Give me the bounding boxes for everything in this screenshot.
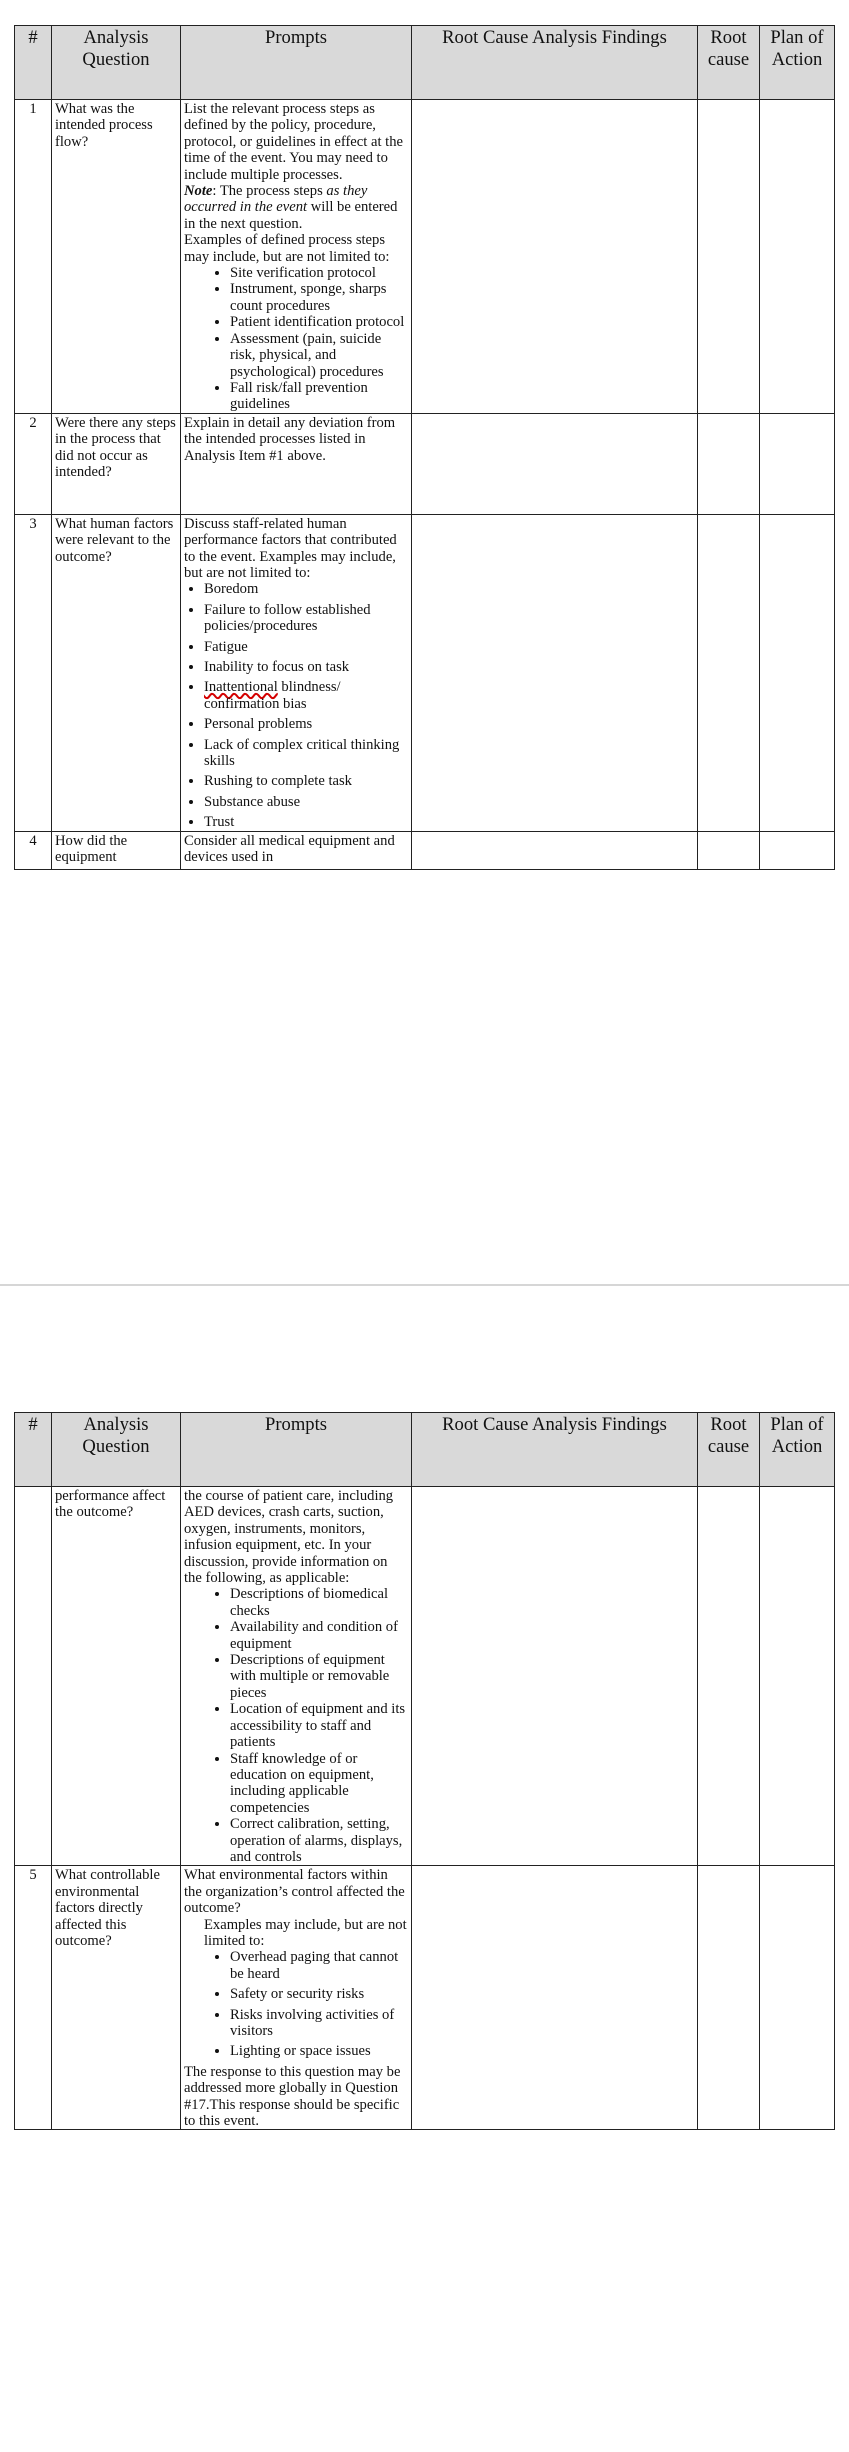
rca-table-page-2 (14, 1412, 835, 2130)
analysis-question: What was the intended process flow? (52, 100, 181, 414)
page-divider (0, 1284, 849, 1286)
prompt-cell: Explain in detail any deviation from the intended processes listed in Analysis Item #1 above. (181, 413, 412, 514)
header-num: # (15, 26, 52, 100)
prompt-intro: List the relevant process steps as defined by the policy, procedure, protocol, or guidelines in effect at the time of the event. You may need to include multiple processes. (184, 101, 403, 183)
list-item: • Substance abuse (204, 794, 408, 810)
row-number: 5 (15, 1866, 52, 2130)
list-item: • Correct calibration, setting, operation of alarms, displays, and controls (230, 1816, 408, 1865)
list-item: • Fall risk/fall prevention guidelines (230, 380, 408, 413)
root-cause-cell[interactable] (698, 1866, 760, 2130)
list-item: • Staff knowledge of or education on equipment, including applicable competencies (230, 1751, 408, 1817)
header-analysis-question: Analysis Question (52, 1413, 181, 1487)
list-item: • Boredom (204, 581, 408, 597)
prompt-cell: Consider all medical equipment and devices used in (181, 831, 412, 869)
list-item: • Trust (204, 814, 408, 830)
header-plan-of-action: Plan of Action (760, 26, 835, 100)
root-cause-cell[interactable] (698, 1487, 760, 1866)
row-number: 2 (15, 413, 52, 514)
list-item: • Assessment (pain, suicide risk, physical, and psychological) procedures (230, 331, 408, 380)
header-row (15, 1413, 835, 1487)
header-root-cause: Root cause (698, 26, 760, 100)
bullet-list (184, 265, 408, 413)
table-row (15, 1866, 835, 2130)
page-2 (0, 1288, 849, 2452)
table-row (15, 1487, 835, 1866)
note-label: Note (184, 183, 213, 200)
bullet-list (184, 1949, 408, 2059)
root-cause-cell[interactable] (698, 100, 760, 414)
prompt-cell (181, 1487, 412, 1866)
table-row (15, 514, 835, 831)
table-row (15, 413, 835, 514)
analysis-question: performance affect the outcome? (52, 1487, 181, 1866)
list-item: • Site verification protocol (230, 265, 408, 281)
prompt-examples: Examples of defined process steps may include, but are not limited to: (184, 232, 390, 265)
prompt-examples: Examples may include, but are not limited to: (204, 1916, 407, 1949)
analysis-question: Were there any steps in the process that did not occur as intended? (52, 413, 181, 514)
findings-cell[interactable] (412, 100, 698, 414)
header-analysis-question: Analysis Question (52, 26, 181, 100)
header-findings: Root Cause Analysis Findings (412, 1413, 698, 1487)
page-1 (0, 0, 849, 1170)
note-text-a: : The process steps (212, 183, 327, 200)
analysis-question: What human factors were relevant to the outcome? (52, 514, 181, 831)
spellcheck-flagged-word: Inattentional (204, 679, 278, 696)
list-item: • Failure to follow established policies/procedures (204, 602, 408, 635)
analysis-question: How did the equipment (52, 831, 181, 869)
row-number: 4 (15, 831, 52, 869)
list-item: • Inability to focus on task (204, 659, 408, 675)
root-cause-cell[interactable] (698, 831, 760, 869)
plan-of-action-cell[interactable] (760, 514, 835, 831)
table-row (15, 831, 835, 869)
findings-cell[interactable] (412, 1487, 698, 1866)
prompt-outro: The response to this question may be addressed more globally in Question #17.This response should be specific to this event. (184, 2063, 401, 2130)
prompt-cell (181, 1866, 412, 2130)
list-item: • Personal problems (204, 716, 408, 732)
plan-of-action-cell[interactable] (760, 1487, 835, 1866)
analysis-question: What controllable environmental factors directly affected this outcome? (52, 1866, 181, 2130)
plan-of-action-cell[interactable] (760, 1866, 835, 2130)
header-plan-of-action: Plan of Action (760, 1413, 835, 1487)
row-number: 3 (15, 514, 52, 831)
list-item: • Fatigue (204, 639, 408, 655)
bullet-list (184, 1586, 408, 1865)
plan-of-action-cell[interactable] (760, 100, 835, 414)
prompt-cell (181, 100, 412, 414)
header-num: # (15, 1413, 52, 1487)
list-item: • Lack of complex critical thinking skills (204, 737, 408, 770)
list-item: • Instrument, sponge, sharps count procedures (230, 281, 408, 314)
root-cause-cell[interactable] (698, 514, 760, 831)
header-prompts: Prompts (181, 1413, 412, 1487)
row-number-blank (15, 1487, 52, 1866)
list-item: • Patient identification protocol (230, 314, 408, 330)
findings-cell[interactable] (412, 831, 698, 869)
header-root-cause: Root cause (698, 1413, 760, 1487)
root-cause-cell[interactable] (698, 413, 760, 514)
list-item: • Location of equipment and its accessibility to staff and patients (230, 1701, 408, 1750)
list-item: • Inattentional blindness/ confirmation bias (204, 679, 408, 712)
prompt-cell (181, 514, 412, 831)
table-row (15, 100, 835, 414)
plan-of-action-cell[interactable] (760, 413, 835, 514)
list-item: • Overhead paging that cannot be heard (230, 1949, 408, 1982)
list-item: • Availability and condition of equipment (230, 1619, 408, 1652)
list-item: • Descriptions of equipment with multiple or removable pieces (230, 1652, 408, 1701)
note-text-b: will be entered in the next question. (184, 199, 398, 232)
list-item: • Safety or security risks (230, 1986, 408, 2002)
plan-of-action-cell[interactable] (760, 831, 835, 869)
row-number: 1 (15, 100, 52, 414)
findings-cell[interactable] (412, 1866, 698, 2130)
header-findings: Root Cause Analysis Findings (412, 26, 698, 100)
prompt-intro: What environmental factors within the organization’s control affected the outcome? (184, 1867, 405, 1917)
page-separator (0, 1170, 849, 1288)
list-item: • Risks involving activities of visitors (230, 2007, 408, 2040)
bullet-list (184, 581, 408, 830)
prompt-intro: Discuss staff-related human performance factors that contributed to the event. Examples may include, but are not limited to: (184, 515, 397, 581)
list-item: • Lighting or space issues (230, 2043, 408, 2059)
rca-table-page-1 (14, 25, 835, 870)
header-row (15, 26, 835, 100)
prompt-note (184, 183, 408, 232)
list-item: • Descriptions of biomedical checks (230, 1586, 408, 1619)
list-item: • Rushing to complete task (204, 773, 408, 789)
note-text-italic: as they occurred in the event (184, 183, 368, 216)
prompt-intro: the course of patient care, including AED devices, crash carts, suction, oxygen, instruments, monitors, infusion equipment, etc. In your discussion, provide information on the following, as applicable: (184, 1488, 394, 1587)
findings-cell[interactable] (412, 514, 698, 831)
findings-cell[interactable] (412, 413, 698, 514)
header-prompts: Prompts (181, 26, 412, 100)
